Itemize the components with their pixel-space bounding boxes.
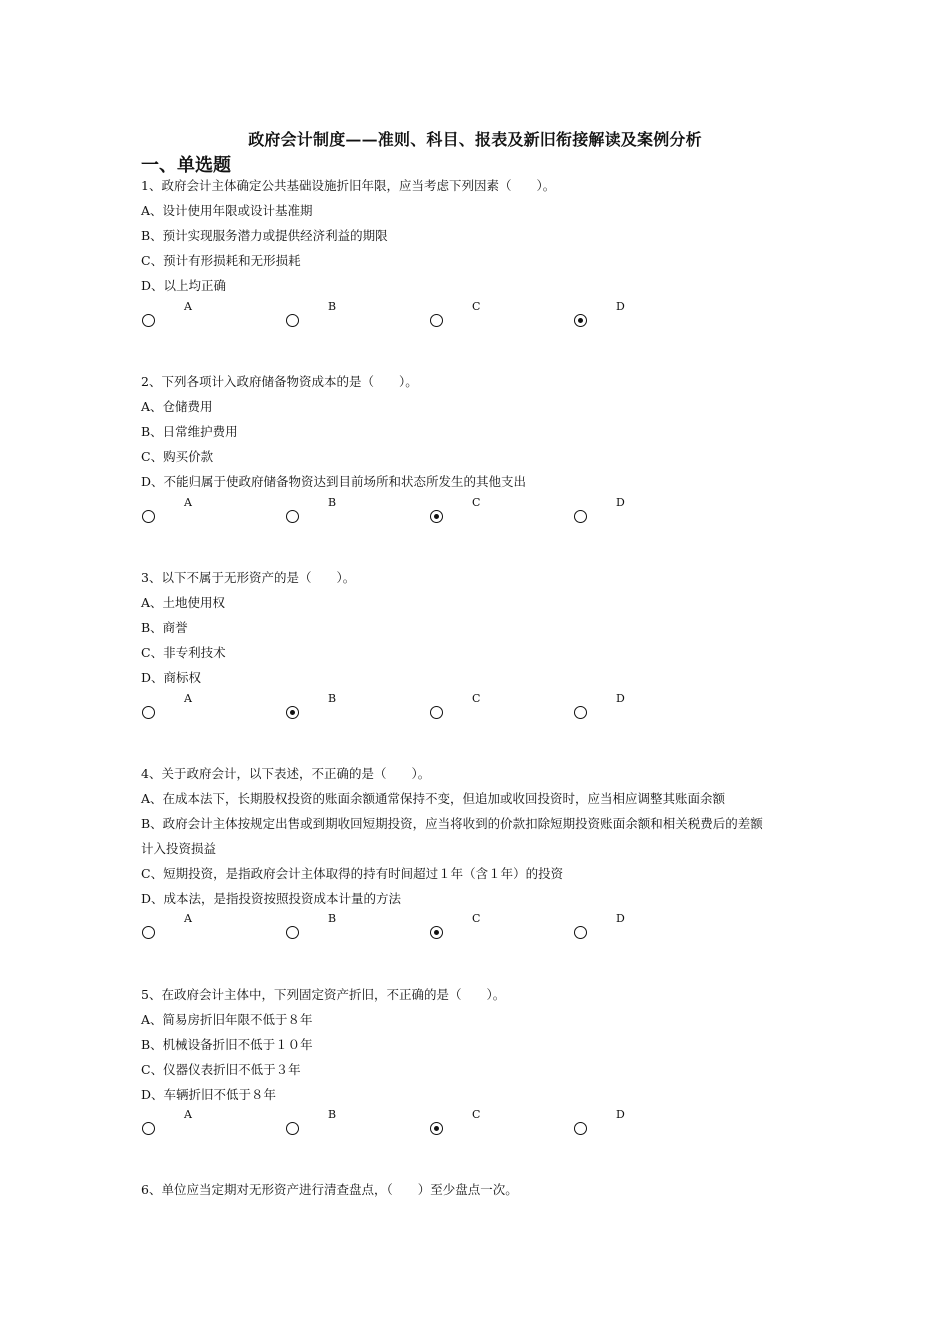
option-text: A、简易房折旧年限不低于８年 xyxy=(141,1012,313,1027)
choice-label: B xyxy=(328,1108,337,1121)
answer-choices xyxy=(141,300,661,336)
radio-a[interactable] xyxy=(142,1122,155,1135)
question-stem: 1、政府会计主体确定公共基础设施折旧年限，应当考虑下列因素（ ）。 xyxy=(141,178,556,193)
option-text: B、日常维护费用 xyxy=(141,424,238,439)
question-stem: 2、下列各项计入政府储备物资成本的是（ ）。 xyxy=(141,374,418,389)
radio-c[interactable] xyxy=(430,1122,443,1135)
choice-label: B xyxy=(328,300,337,313)
choice-label: C xyxy=(472,496,481,509)
choice-label: C xyxy=(472,692,481,705)
option-text-continued: 计入投资损益 xyxy=(141,841,217,856)
radio-c[interactable] xyxy=(430,510,443,523)
option-text: B、预计实现服务潜力或提供经济利益的期限 xyxy=(141,228,388,243)
radio-d[interactable] xyxy=(574,510,587,523)
option-text: A、设计使用年限或设计基准期 xyxy=(141,203,313,218)
choice-label: A xyxy=(184,1108,192,1121)
option-text: B、机械设备折旧不低于１０年 xyxy=(141,1037,313,1052)
choice-label: A xyxy=(184,692,192,705)
option-text: B、政府会计主体按规定出售或到期收回短期投资，应当将收到的价款扣除短期投资账面余额和相关税费后的差额 xyxy=(141,816,763,831)
question-stem: 6、单位应当定期对无形资产进行清查盘点，（ ）至少盘点一次。 xyxy=(141,1182,518,1197)
option-text: C、非专利技术 xyxy=(141,645,226,660)
radio-c[interactable] xyxy=(430,706,443,719)
option-text: C、预计有形损耗和无形损耗 xyxy=(141,253,301,268)
choice-label: C xyxy=(472,912,481,925)
option-text: A、仓储费用 xyxy=(141,399,213,414)
choice-label: D xyxy=(616,300,625,313)
option-text: D、不能归属于使政府储备物资达到目前场所和状态所发生的其他支出 xyxy=(141,474,527,489)
option-text: B、商誉 xyxy=(141,620,188,635)
radio-b[interactable] xyxy=(286,706,299,719)
radio-c[interactable] xyxy=(430,314,443,327)
choice-label: C xyxy=(472,300,481,313)
section-heading: 一、单选题 xyxy=(141,155,231,176)
option-text: D、以上均正确 xyxy=(141,278,227,293)
choice-label: A xyxy=(184,300,192,313)
choice-label: D xyxy=(616,1108,625,1121)
radio-b[interactable] xyxy=(286,510,299,523)
question-stem: 4、关于政府会计，以下表述，不正确的是（ ）。 xyxy=(141,766,431,781)
radio-a[interactable] xyxy=(142,510,155,523)
option-text: A、土地使用权 xyxy=(141,595,226,610)
answer-choices xyxy=(141,496,661,532)
radio-a[interactable] xyxy=(142,706,155,719)
choice-label: B xyxy=(328,912,337,925)
choice-label: B xyxy=(328,496,337,509)
answer-choices xyxy=(141,692,661,728)
question-stem: 5、在政府会计主体中，下列固定资产折旧，不正确的是（ ）。 xyxy=(141,987,506,1002)
option-text: D、车辆折旧不低于８年 xyxy=(141,1087,277,1102)
question-stem: 3、以下不属于无形资产的是（ ）。 xyxy=(141,570,356,585)
option-text: A、在成本法下，长期股权投资的账面余额通常保持不变，但追加或收回投资时，应当相应调整其账面余额 xyxy=(141,791,726,806)
radio-b[interactable] xyxy=(286,314,299,327)
option-text: C、短期投资，是指政府会计主体取得的持有时间超过１年（含１年）的投资 xyxy=(141,866,564,881)
radio-b[interactable] xyxy=(286,926,299,939)
radio-a[interactable] xyxy=(142,314,155,327)
radio-d[interactable] xyxy=(574,1122,587,1135)
choice-label: A xyxy=(184,496,192,509)
option-text: D、成本法，是指投资按照投资成本计量的方法 xyxy=(141,891,402,906)
radio-d[interactable] xyxy=(574,706,587,719)
radio-c[interactable] xyxy=(430,926,443,939)
choice-label: C xyxy=(472,1108,481,1121)
choice-label: D xyxy=(616,912,625,925)
answer-choices xyxy=(141,912,661,948)
option-text: C、仪器仪表折旧不低于３年 xyxy=(141,1062,301,1077)
radio-d[interactable] xyxy=(574,314,587,327)
radio-b[interactable] xyxy=(286,1122,299,1135)
document-title: 政府会计制度——准则、科目、报表及新旧衔接解读及案例分析 xyxy=(248,130,702,149)
option-text: C、购买价款 xyxy=(141,449,214,464)
choice-label: A xyxy=(184,912,192,925)
choice-label: D xyxy=(616,496,625,509)
choice-label: D xyxy=(616,692,625,705)
radio-a[interactable] xyxy=(142,926,155,939)
radio-d[interactable] xyxy=(574,926,587,939)
option-text: D、商标权 xyxy=(141,670,202,685)
choice-label: B xyxy=(328,692,337,705)
answer-choices xyxy=(141,1108,661,1144)
